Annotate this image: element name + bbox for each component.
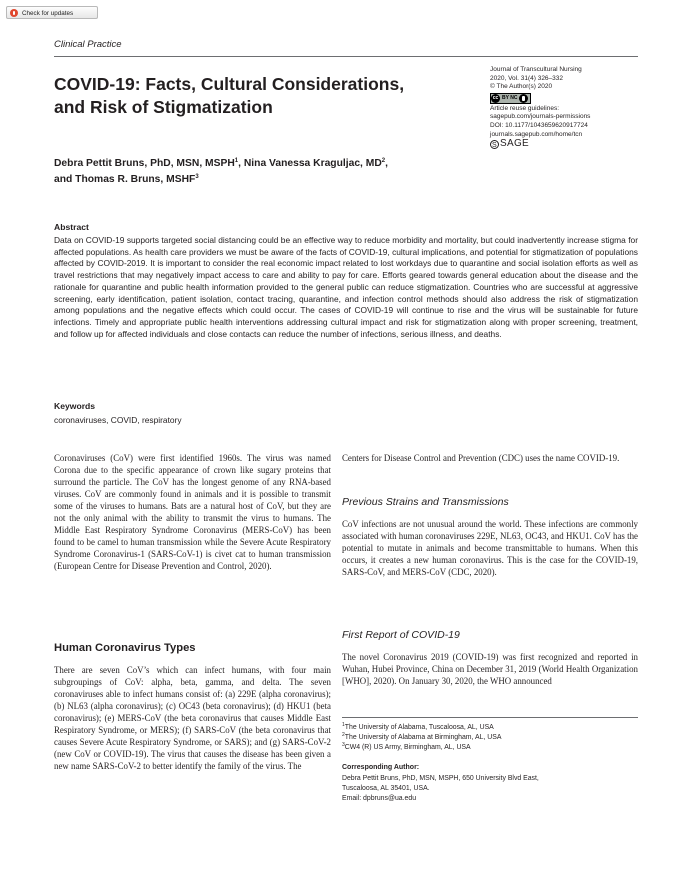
keywords-heading: Keywords (54, 401, 96, 411)
affiliation-marker: 1 (342, 722, 345, 728)
previous-strains-paragraph: CoV infections are not unusual around the world. These infections are commonly associated with human coronaviruses 229E, NL63, OC43, and HKU1. CoV has the potential to mutate in animals and become transmittable to humans. When this occurs, it creates a new human coronavirus. This is the case for the COVID-19, SARS-CoV, and MERS-CoV (CDC, 2020). (342, 519, 638, 578)
title-line-2: and Risk of Stigmatization (54, 97, 273, 117)
article-title (54, 73, 469, 119)
cc-license-icon (490, 93, 531, 104)
corresponding-email[interactable]: Email: dpbruns@ua.edu (342, 795, 417, 803)
continuation-paragraph: Centers for Disease Control and Prevention (CDC) uses the name COVID-19. (342, 453, 620, 463)
check-for-updates-label: Check for updates (22, 10, 74, 17)
affiliation-item (342, 723, 638, 733)
author-2: Nina Vanessa Kraguljac, MD (243, 158, 382, 169)
first-report-paragraph: The novel Coronavirus 2019 (COVID-19) was first recognized and reported in Wuhan, Hubei Province, China on December 31, 2019 (World Health Organization [WHO], 2020). On January 30, 2020, the WHO announced (342, 652, 638, 687)
author-separator: , (385, 158, 389, 169)
journal-info (490, 66, 640, 149)
author-3-affiliation: 3 (195, 173, 199, 180)
affiliation-item (342, 743, 638, 753)
footnote-rule (342, 717, 638, 718)
doi[interactable]: DOI: 10.1177/1043659620917724 (490, 121, 588, 129)
types-paragraph: There are seven CoV’s which can infect humans, with four main subgroupings of CoV: alpha, beta, gamma, and delta. The seven coronaviruses able to infect humans consist of: (a) 229E (alpha coronavirus); (b) NL63 (alpha coronavirus); (c) OC43 (beta coronavirus); (d) HKU1 (beta coronavirus); (e) MERS-CoV (the beta coronavirus that causes Middle East Respiratory Syndrome, or MERS); (f) SARS-CoV (the beta coronavirus that causes Severe Acute Respiratory Syndrome, or SARS); and (g) SARS-CoV-2 (new CoV or COVID-19). The virus that causes the disease has been given a new name SARS-CoV-2 to better identify the family of the virus. The (54, 665, 331, 772)
first-report-heading: First Report of COVID-19 (342, 629, 460, 641)
affiliation-text: The University of Alabama at Birmingham, AL, USA (344, 734, 502, 742)
affiliation-text: The University of Alabama, Tuscaloosa, AL, USA (344, 724, 494, 731)
author-list (54, 156, 504, 187)
header-rule (54, 56, 638, 57)
copyright: © The Author(s) 2020 (490, 83, 553, 91)
intro-paragraph: Coronaviruses (CoV) were first identified 1960s. The virus was named Corona due to the specific appearance of crown like sugary proteins that surround the particle. The CoV has the longest genome of any RNA-based viruses. CoV are commonly found in animals and it is possible to transmit some of the viruses to humans. Bats are a natural host of CoV, but they are not the only animal with the ability to transmit the virus to humans. The Middle East Respiratory Syndrome Coronavirus (MERS-CoV) has been found to be camel to human transmission while the Severe Acute Respiratory Syndrome Coronavirus-1 (SARS-CoV-1) is civet cat to human transmission (European Centre for Disease Prevention and Control, 2020). (54, 453, 331, 572)
publisher-name: SAGE (500, 138, 529, 150)
previous-strains-heading: Previous Strains and Transmissions (342, 496, 509, 508)
author-3: and Thomas R. Bruns, MSHF (54, 173, 196, 185)
author-1-affiliation: 1 (234, 158, 239, 164)
publisher-logo (490, 140, 640, 149)
types-heading: Human Coronavirus Types (54, 642, 196, 654)
corresponding-author-heading: Corresponding Author: (342, 764, 420, 771)
cc-by-person-icon (519, 94, 528, 103)
corresponding-line-2: Tuscaloosa, AL 35401, USA. (342, 785, 430, 793)
affiliation-marker: 2 (342, 732, 345, 739)
reuse-guidelines-label: Article reuse guidelines: (490, 104, 560, 112)
affiliation-text: CW4 (R) US Army, Birmingham, AL, USA (344, 744, 471, 752)
author-2-affiliation: 2 (381, 158, 386, 164)
check-for-updates-button[interactable] (6, 6, 98, 19)
affiliation-marker: 3 (342, 742, 345, 749)
cc-logo-icon: cc (492, 94, 499, 101)
update-icon (10, 9, 18, 17)
affiliations (342, 723, 638, 754)
permissions-link[interactable]: sagepub.com/journals-permissions (490, 113, 591, 121)
section-label: Clinical Practice (54, 39, 122, 50)
keywords-text: coronaviruses, COVID, respiratory (54, 415, 182, 425)
corresponding-author-details (342, 774, 638, 805)
affiliation-item (342, 733, 638, 743)
journal-home-link[interactable]: journals.sagepub.com/home/tcn (490, 130, 583, 138)
journal-name: Journal of Transcultural Nursing (490, 66, 582, 73)
author-separator: , (238, 158, 244, 169)
journal-volume: 2020, Vol. 31(4) 326–332 (490, 74, 564, 82)
sage-icon: S (490, 140, 499, 149)
abstract-heading: Abstract (54, 222, 89, 232)
cc-license-text: BY NC (502, 94, 518, 101)
abstract-text: Data on COVID-19 supports targeted social distancing could be an effective way to reduce morbidity and mortality, but could inadvertently increase stigma for affected populations. As health care providers we must be aware of the facts of COVID-19, cultural implications, and potential for stigmatization of populations affected by COVID-2019. It is important to consider the real economic impact related to lost workdays due to quarantine and social isolation efforts as well as travel restrictions that may negatively impact access to care and ability to pay for care. Efforts geared towards general education about the disease and the rationale for quarantine and public health information provided to the general public can reduce stigmatization. Countries who are successful at aggressive screening, early identification, patient isolation, contact tracing, quarantine, and infection control methods should also address the risk of stigmatization among populations and the negative effects which could occur. The cases of COVID-19 will continue to rise and the virus will be sustainable for future infections. Timely and appropriate public health interventions addressing cultural impact and risk for stigmatization along with proper screening, treatment, and follow up for affected individuals and close contacts can reduce the number of infections, serious illness, and deaths. (54, 235, 638, 339)
author-1: Debra Pettit Bruns, PhD, MSN, MSPH (54, 158, 235, 169)
corresponding-line-1: Debra Pettit Bruns, PhD, MSN, MSPH, 650 University Blvd East, (342, 775, 539, 782)
title-line-1: COVID-19: Facts, Cultural Considerations, (54, 74, 405, 94)
